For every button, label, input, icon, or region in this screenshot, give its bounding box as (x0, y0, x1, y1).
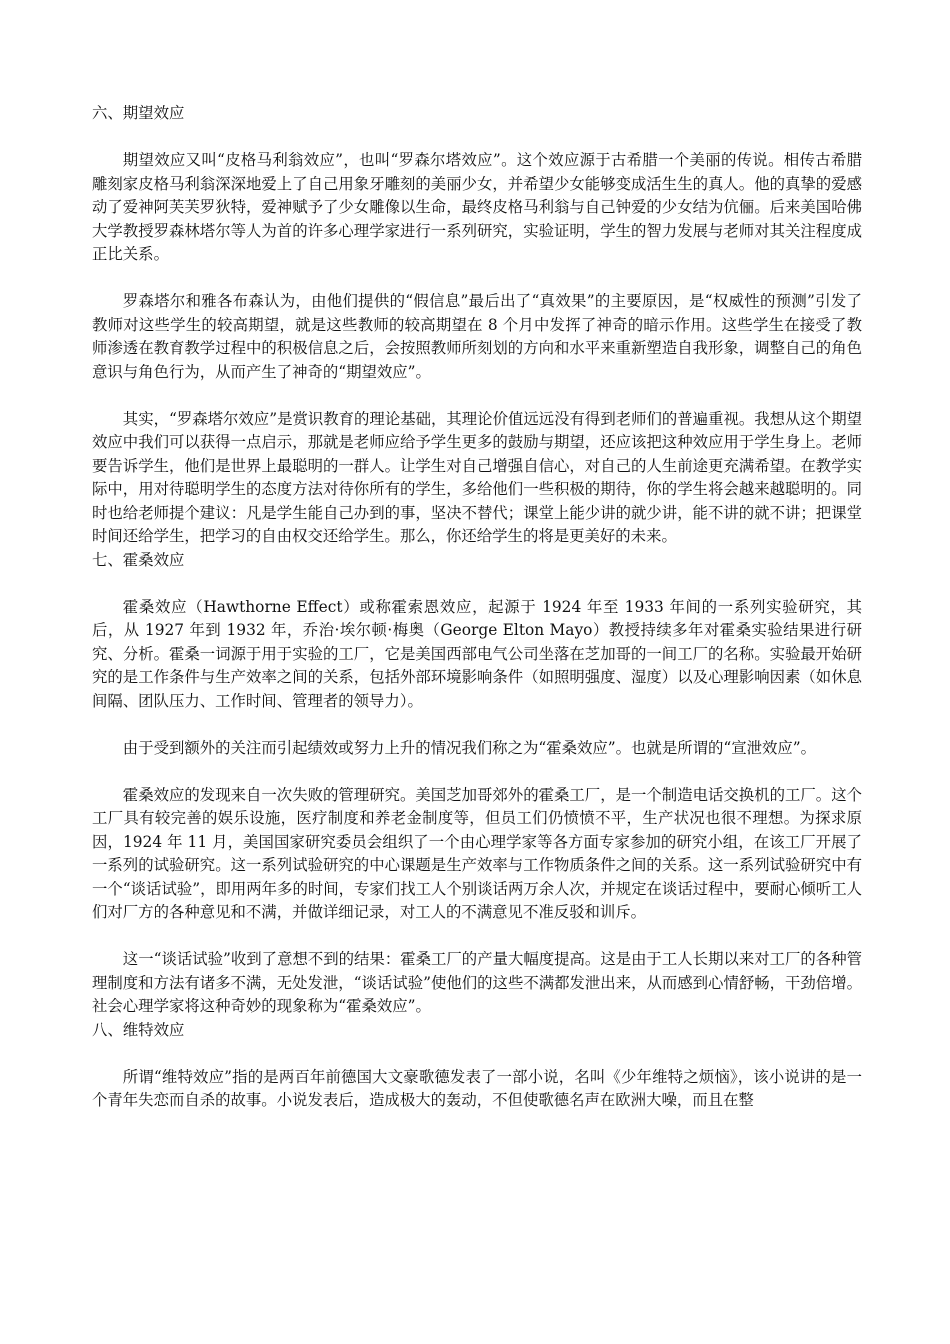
section-heading-expectation-effect: 六、期望效应 (92, 104, 185, 122)
paragraph-gap (92, 713, 862, 737)
paragraph: 这一“谈话试验”收到了意想不到的结果：霍桑工厂的产量大幅度提高。这是由于工人长期以来对工厂的各种管理制度和方法有诸多不满，无处发泄，“谈话试验”使他们的这些不满都发泄出来，从而感到心情舒畅，干劲倍增。社会心理学家将这种奇妙的现象称为“霍桑效应”。 (92, 950, 862, 1015)
section-heading-werther-effect: 八、维特效应 (92, 1020, 185, 1039)
paragraph: 期望效应又叫“皮格马利翁效应”，也叫“罗森尔塔效应”。这个效应源于古希腊一个美丽的传说。相传古希腊雕刻家皮格马利翁深深地爱上了自己用象牙雕刻的美丽少女，并希望少女能够变成活生生的真人。他的真挚的爱感动了爱神阿芙芙罗狄特，爱神赋予了少女雕像以生命，最终皮格马利翁与自己钟爱的少女结为伉俪。后来美国哈佛大学教授罗森林塔尔等人为首的许多心理学家进行一系列研究，实验证明，学生的智力发展与老师对其关注程度成正比关系。 (92, 151, 862, 263)
paragraph: 所谓“维特效应”指的是两百年前德国大文豪歌德发表了一部小说，名叫《少年维特之烦恼》，该小说讲的是一个青年失恋而自杀的故事。小说发表后，造成极大的轰动，不但使歌德名声在欧洲大噪，而且在整 (92, 1067, 862, 1109)
paragraph-gap (92, 126, 862, 150)
section-heading-hawthorne-effect: 七、霍桑效应 (92, 550, 185, 569)
paragraph: 其实，“罗森塔尔效应”是赏识教育的理论基础，其理论价值远远没有得到老师们的普遍重视。我想从这个期望效应中我们可以获得一点启示，那就是老师应给予学生更多的鼓励与期望，还应该把这种效应用于学生身上。老师要告诉学生，他们是世界上最聪明的一群人。让学生对自己增强自信心，对自己的人生前途更充满希望。在教学实际中，用对待聪明学生的态度方法对待你所有的学生，多给他们一些积极的期待，你的学生将会越来越聪明的。同时也给老师提个建议：凡是学生能自己办到的事，坚决不替代；课堂上能少讲的就少讲，能不讲的就不讲；把课堂时间还给学生，把学习的自由权交还给学生。那么，你还给学生的将是更美好的未来。 (92, 409, 862, 545)
document-page (92, 102, 862, 1113)
paragraph: 霍桑效应的发现来自一次失败的管理研究。美国芝加哥郊外的霍桑工厂，是一个制造电话交换机的工厂。这个工厂具有较完善的娱乐设施，医疗制度和养老金制度等，但员工们仍愤愤不平，生产状况也很不理想。为探求原因，1924 年 11 月，美国国家研究委员会组织了一个由心理学家等各方面专家参加的研究小组，在该工厂开展了一系列的试验研究。这一系列试验研究的中心课题是生产效率与工作物质条件之间的关系。这一系列试验研究中有一个“谈话试验”，即用两年多的时间，专家们找工人个别谈话两万余人次，并规定在谈话过程中，要耐心倾听工人们对厂方的各种意见和不满，并做详细记录，对工人的不满意见不准反驳和训斥。 (92, 785, 862, 921)
paragraph-gap (92, 267, 862, 291)
paragraph-gap (92, 384, 862, 408)
paragraph: 罗森塔尔和雅各布森认为，由他们提供的“假信息”最后出了“真效果”的主要原因，是“权威性的预测”引发了教师对这些学生的较高期望，就是这些教师的较高期望在 8 个月中发挥了神奇的暗示作用。这些学生在接受了教师渗透在教育教学过程中的积极信息之后，会按照教师所刻划的方向和水平来重新塑造自我形象，调整自己的角色意识与角色行为，从而产生了神奇的“期望效应”。 (92, 292, 862, 381)
paragraph-gap (92, 925, 862, 949)
paragraph: 由于受到额外的关注而引起绩效或努力上升的情况我们称之为“霍桑效应”。也就是所谓的“宣泄效应”。 (122, 738, 817, 757)
paragraph: 霍桑效应（Hawthorne Effect）或称霍索恩效应，起源于 1924 年至 1933 年间的一系列实验研究，其后，从 1927 年到 1932 年，乔治·埃尔顿·梅奥（George Elton Mayo）教授持续多年对霍桑实验结果进行研究、分析。霍桑一词源于用于实验的工厂，它是美国西部电气公司坐落在芝加哥的一间工厂的名称。实验最开始研究的是工作条件与生产效率之间的关系，包括外部环境影响条件（如照明强度、湿度）以及心理影响因素（如休息间隔、团队压力、工作时间、管理者的领导力）。 (92, 597, 862, 710)
paragraph-gap (92, 760, 862, 784)
paragraph-gap (92, 572, 862, 596)
paragraph-gap (92, 1042, 862, 1066)
